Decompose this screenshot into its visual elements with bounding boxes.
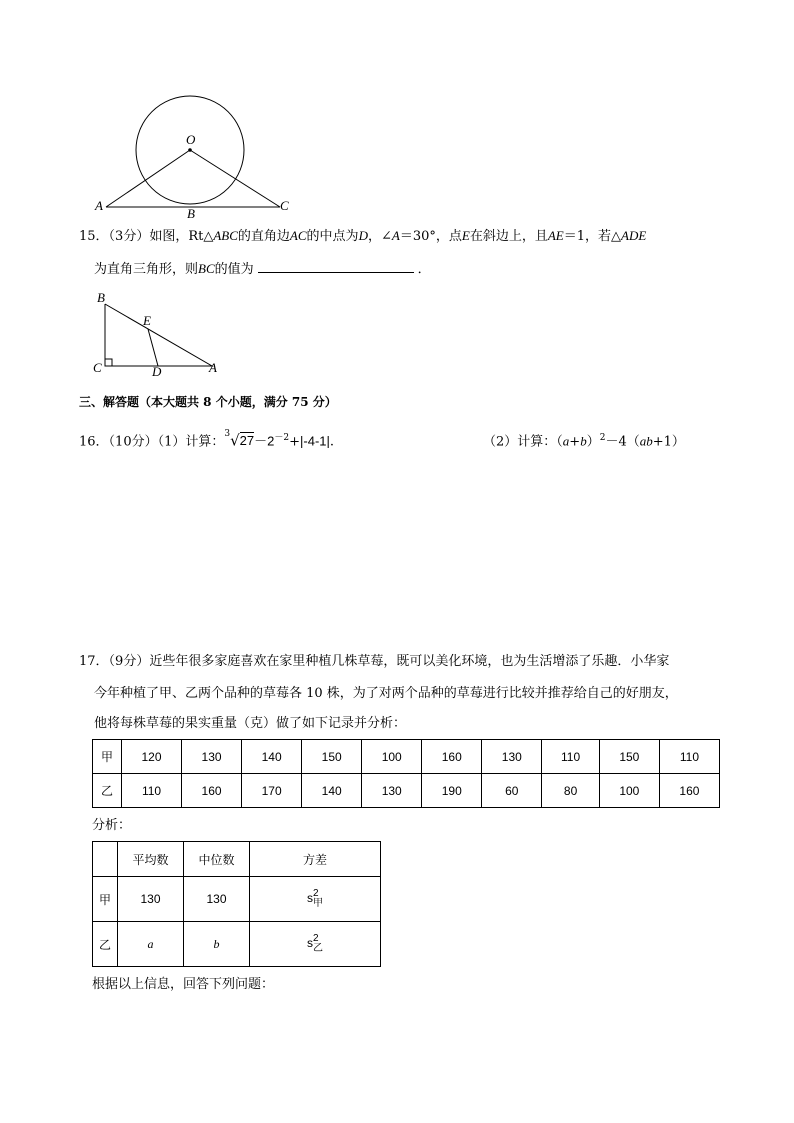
data-table: [92, 739, 720, 808]
table-cell: 110: [122, 774, 182, 808]
row-label: 乙: [93, 922, 118, 967]
cube-root: $^3$√27: [224, 429, 255, 450]
q15-ac: AC: [289, 228, 307, 243]
q15-score: （3分）: [108, 229, 150, 244]
q16-plus: +: [289, 434, 301, 450]
var-a: a: [562, 433, 570, 449]
label-c: C: [280, 198, 289, 213]
table-cell: 100: [599, 774, 659, 808]
triangle-figure: [100, 298, 220, 372]
tri-label-d: D: [152, 364, 162, 379]
q16-part1: [79, 430, 334, 450]
q16-paren: ）: [586, 434, 600, 450]
var-ab: ab: [639, 433, 653, 449]
row-label: 甲: [93, 740, 122, 774]
row-label: 甲: [93, 877, 118, 922]
q15-d: D: [358, 228, 368, 243]
corner-cell: [93, 842, 118, 877]
q16-part2: [483, 430, 685, 450]
q15-line-2: [94, 260, 431, 278]
header-cell: 方差: [250, 842, 381, 877]
variance-sup: 2: [313, 933, 319, 944]
q16-part1-label: （1）计算：: [157, 434, 225, 450]
table-cell: 140: [242, 740, 302, 774]
tri-label-a: A: [209, 360, 217, 375]
q17-line-2: 今年种植了甲、乙两个品种的草莓各 10 株，为了对两个品种的草莓进行比较并推荐给自己的好朋友，: [94, 686, 678, 701]
q16-term: －2: [254, 433, 275, 449]
q15-bc: BC: [198, 261, 215, 276]
answer-blank[interactable]: [258, 260, 414, 273]
table-header-row: [93, 842, 381, 877]
q15-text: ．: [417, 262, 431, 277]
q17-footer: 根据以上信息，回答下列问题：: [92, 977, 275, 992]
q15-text: 在斜边上，且: [469, 229, 548, 244]
table-cell: 130: [362, 774, 422, 808]
table-cell: 150: [599, 740, 659, 774]
variance-cell: [250, 922, 381, 967]
analysis-label: 分析：: [92, 818, 132, 833]
q17-line-3: 他将每株草莓的果实重量（克）做了如下记录并分析：: [94, 716, 407, 731]
q15-text: 如图，Rt△: [149, 229, 214, 244]
q15-text: 为直角三角形，则: [94, 262, 199, 277]
table-cell: 110: [659, 740, 719, 774]
q15-text: ＝1，若△: [563, 229, 621, 244]
q17-text: 近些年很多家庭喜欢在家里种植几株草莓，既可以美化环境，也为生活增添了乐趣．小华家: [149, 654, 670, 669]
triangle-abc: [105, 304, 212, 366]
table-cell: 120: [122, 740, 182, 774]
table-row: [93, 740, 720, 774]
table-cell: 130: [118, 877, 184, 922]
q15-number: 15．: [79, 229, 109, 244]
table-row: [93, 774, 720, 808]
q16-number: 16．: [79, 434, 109, 450]
table-cell: a: [118, 922, 184, 967]
q16-period: .: [329, 434, 335, 450]
segment-ed: [148, 329, 158, 366]
variance-cell: [250, 877, 381, 922]
right-angle-mark: [105, 359, 112, 366]
q15-e: E: [461, 228, 470, 243]
table-cell: 190: [422, 774, 482, 808]
variance-sub: 乙: [313, 943, 323, 954]
q15-ae: AE: [547, 228, 564, 243]
label-b: B: [187, 206, 195, 221]
table-cell: 160: [422, 740, 482, 774]
q15-text: 的中点为: [306, 229, 359, 244]
table-cell: 100: [362, 740, 422, 774]
variance-sup: 2: [313, 888, 319, 899]
q17-number: 17．: [79, 654, 109, 669]
table-row: [93, 877, 381, 922]
table-row: [93, 922, 381, 967]
q16-term: －4（: [605, 434, 640, 450]
row-label: 乙: [93, 774, 122, 808]
q17-score: （9分）: [108, 654, 150, 669]
table-cell: 170: [242, 774, 302, 808]
q16-abs: |-4-1|: [300, 433, 330, 449]
section-title: 三、解答题（本大题共 8 个小题，满分 75 分）: [79, 395, 337, 409]
variance-s: s: [307, 936, 313, 951]
q16-part2-label: （2）计算：（: [483, 434, 563, 450]
label-a: A: [95, 198, 103, 213]
tri-label-c: C: [93, 360, 102, 375]
table-cell: 60: [482, 774, 542, 808]
root-index: 3: [224, 429, 231, 439]
header-cell: 平均数: [118, 842, 184, 877]
segment-oc: [190, 150, 280, 207]
q15-text: 的值为: [214, 262, 254, 277]
segment-oa: [106, 150, 190, 207]
table-cell: 80: [542, 774, 600, 808]
table-cell: 160: [659, 774, 719, 808]
table-cell: 150: [302, 740, 362, 774]
variance-sub: 甲: [313, 898, 323, 909]
circle-figure: [90, 90, 300, 220]
q15-ade: ADE: [621, 228, 647, 243]
q15-text: ＝30°，点: [399, 229, 462, 244]
label-o: O: [186, 132, 196, 147]
header-cell: 中位数: [184, 842, 250, 877]
table-cell: 160: [182, 774, 242, 808]
q17-line-1: [79, 654, 669, 670]
q16-square: 2: [599, 433, 606, 443]
table-cell: b: [184, 922, 250, 967]
table-cell: 130: [182, 740, 242, 774]
table-cell: 130: [482, 740, 542, 774]
q15-text: ，∠: [367, 229, 392, 244]
table-cell: 140: [302, 774, 362, 808]
radicand: 27: [239, 433, 255, 449]
tri-label-b: B: [97, 290, 105, 305]
q16-score: （10分）: [108, 434, 158, 450]
q16-term: +1）: [652, 434, 685, 450]
analysis-table: [92, 841, 381, 967]
q15-line-1: [79, 228, 646, 245]
q15-abc: ABC: [213, 228, 238, 243]
q15-text: 的直角边: [237, 229, 290, 244]
var-b: b: [580, 433, 587, 449]
q15-a: A: [391, 228, 400, 243]
tri-label-e: E: [143, 313, 151, 328]
q16-exponent: －2: [274, 433, 290, 443]
table-cell: 130: [184, 877, 250, 922]
q16-plus: +: [569, 434, 581, 450]
variance-s: s: [307, 891, 313, 906]
center-point: [188, 148, 192, 152]
table-cell: 110: [542, 740, 600, 774]
